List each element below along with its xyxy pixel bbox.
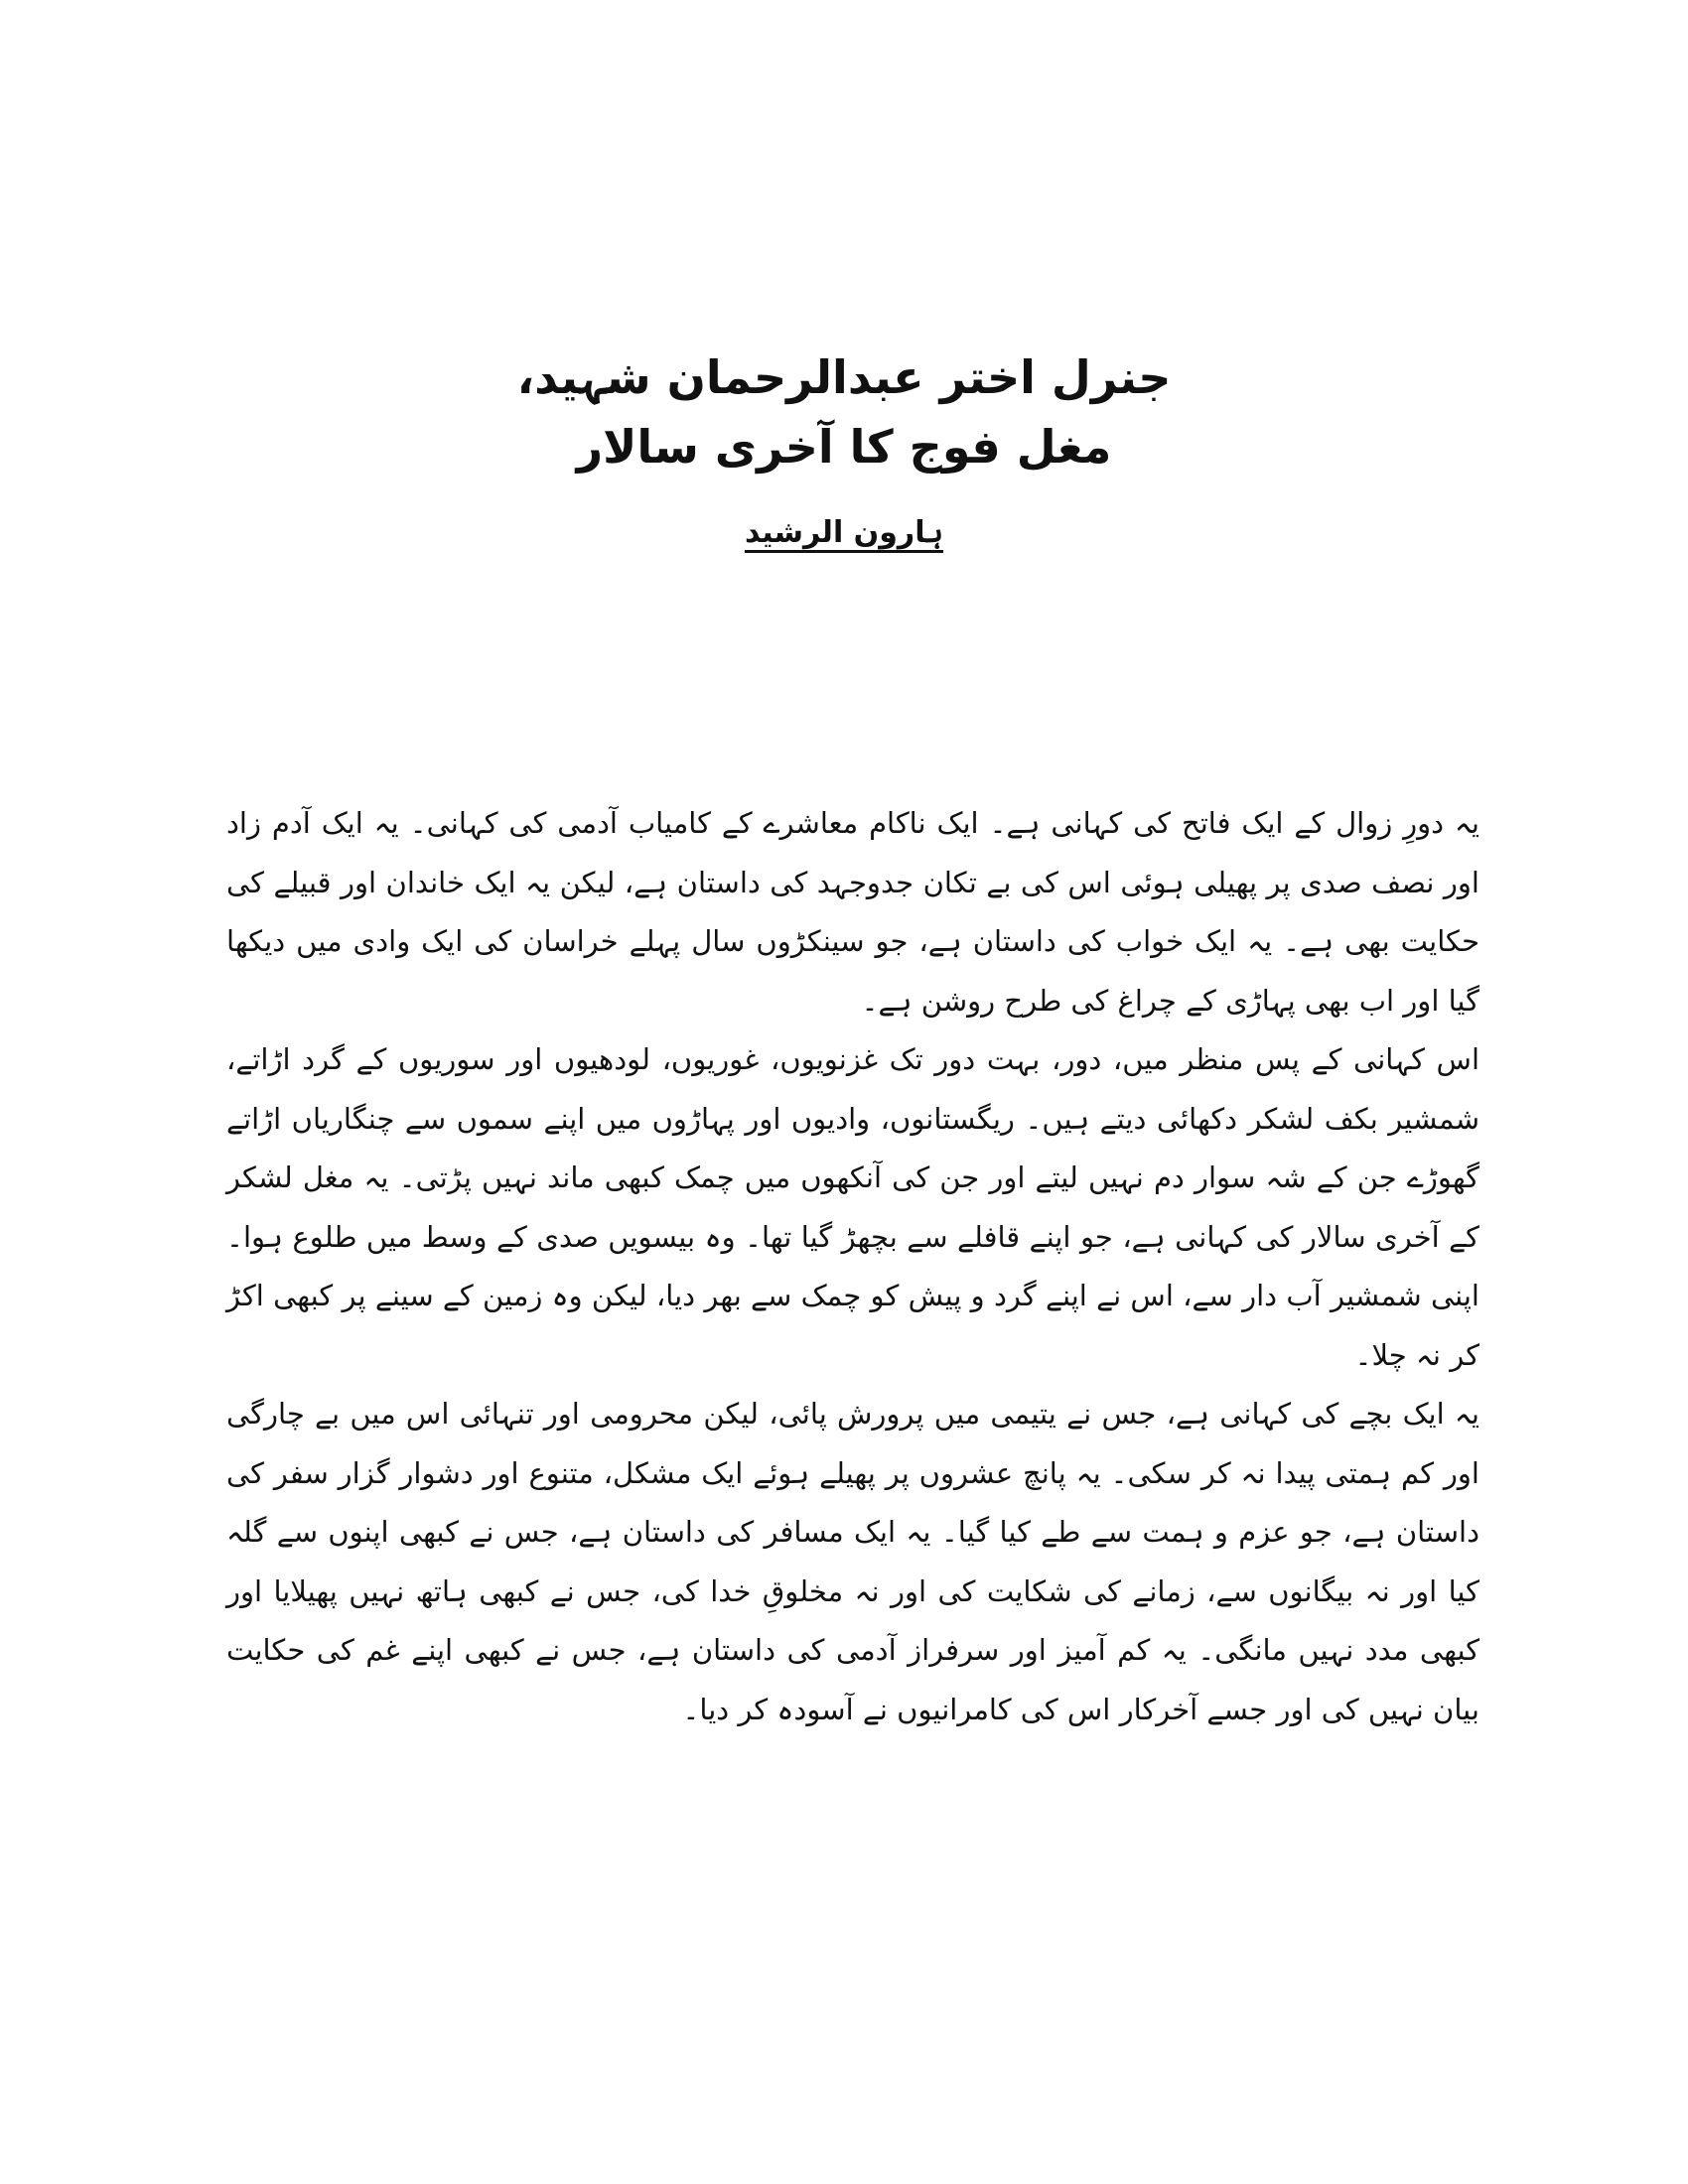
- paragraph-3: یہ ایک بچے کی کہانی ہے، جس نے یتیمی میں پرورش پائی، لیکن محرومی اور تنہائی اس میں بے چارگی اور کم ہمتی پیدا نہ کر سکی۔ یہ پانچ عشروں پر پھیلے ہوئے ایک مشکل، متنوع اور دشوار گزار سفر کی داستان ہے، جو عزم و ہمت سے طے کیا گیا۔ یہ ایک مسافر کی داستان ہے، جس نے کبھی اپنوں سے گلہ کیا اور نہ بیگانوں سے، زمانے کی شکایت کی اور نہ مخلوقِ خدا کی، جس نے کبھی ہاتھ نہیں پھیلایا اور کبھی مدد نہیں مانگی۔ یہ کم آمیز اور سرفراز آدمی کی داستان ہے، جس نے کبھی اپنے غم کی حکایت بیان نہیں کی اور جسے آخرکار اس کی کامرانیوں نے آسودہ کر دیا۔: [226, 1397, 1479, 1726]
- title-line-1: جنرل اختر عبدالرحمان شہید،: [516, 350, 1172, 404]
- paragraph-1: یہ دورِ زوال کے ایک فاتح کی کہانی ہے۔ ایک ناکام معاشرے کے کامیاب آدمی کی کہانی۔ یہ ایک آدم زاد اور نصف صدی پر پھیلی ہوئی اس کی بے تکان جدوجہد کی داستان ہے، لیکن یہ ایک خاندان اور قبیلے کی حکایت بھی ہے۔ یہ ایک خواب کی داستان ہے، جو سینکڑوں سال پہلے خراسان کی ایک وادی میں دیکھا گیا اور اب بھی پہاڑی کے چراغ کی طرح روشن ہے۔: [226, 806, 1479, 1018]
- author-name: ہارون الرشید: [744, 515, 944, 550]
- paragraph-2: اس کہانی کے پس منظر میں، دور، بہت دور تک غزنویوں، غوریوں، لودھیوں اور سوریوں کے گرد اڑاتے، شمشیر بکف لشکر دکھائی دیتے ہیں۔ ریگستانوں، وادیوں اور پہاڑوں میں اپنے سموں سے چنگاریاں اڑاتے گھوڑے جن کے شہ سوار دم نہیں لیتے اور جن کی آنکھوں میں چمک کبھی ماند نہیں پڑتی۔ یہ مغل لشکر کے آخری سالار کی کہانی ہے، جو اپنے قافلے سے بچھڑ گیا تھا۔ وہ بیسویں صدی کے وسط میں طلوع ہوا۔ اپنی شمشیر آب دار سے، اس نے اپنے گرد و پیش کو چمک سے بھر دیا، لیکن وہ زمین کے سینے پر کبھی اکڑ کر نہ چلا۔: [226, 1042, 1479, 1372]
- body-text: [226, 794, 1479, 1739]
- title-block: [0, 342, 1688, 550]
- title-line-2: مغل فوج کا آخری سالار: [576, 420, 1112, 474]
